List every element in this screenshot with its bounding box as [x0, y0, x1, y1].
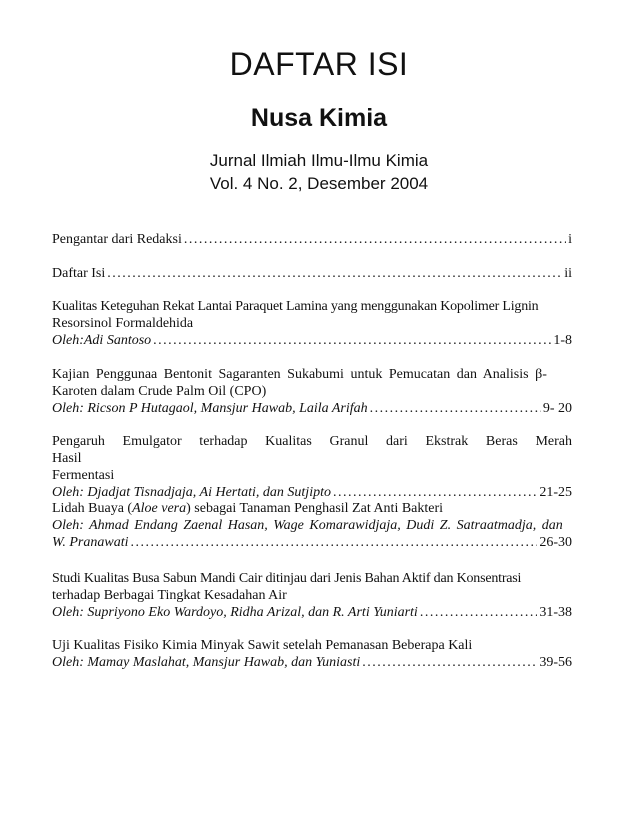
- article-title-line: Kualitas Keteguhan Rekat Lantai Paraquet Lamina yang menggunakan Kopolimer Lignin: [52, 299, 539, 314]
- article-title-line: Resorsinol Formaldehida: [52, 316, 194, 331]
- article-pages: 39-56: [539, 655, 572, 670]
- article-pages: 31-38: [539, 605, 572, 620]
- article-title-line: Studi Kualitas Busa Sabun Mandi Cair ditinjau dari Jenis Bahan Aktif dan Konsentrasi: [52, 571, 522, 586]
- toc-article-4: [52, 500, 572, 551]
- article-title-line: Kajian Penggunaa Bentonit Sagaranten Sukabumi untuk Pemucatan dan Analisis β-: [52, 367, 547, 382]
- dot-leader: [420, 604, 538, 621]
- toc-entry-label: Pengantar dari Redaksi: [52, 232, 182, 247]
- toc-article-5: [52, 570, 572, 621]
- dot-leader: [333, 484, 537, 501]
- article-title-suffix: ) sebagai Tanaman Penghasil Zat Anti Bakteri: [186, 501, 444, 516]
- dot-leader: [153, 332, 551, 349]
- dot-leader: [362, 654, 537, 671]
- article-authors: Oleh: Ricson P Hutagaol, Mansjur Hawab, Laila Arifah: [52, 401, 368, 416]
- toc-page-number: ii: [564, 266, 572, 281]
- journal-name: Nusa Kimia: [250, 104, 388, 132]
- article-title-line: Pengaruh Emulgator terhadap Kualitas Granul dari Ekstrak Beras Merah Hasil: [52, 434, 572, 466]
- article-authors: Oleh: Ahmad Endang Zaenal Hasan, Wage Komarawidjaja, Dudi Z. Satraatmadja, dan: [52, 518, 563, 533]
- article-pages: 21-25: [539, 485, 572, 500]
- toc-article-2: [52, 366, 572, 417]
- journal-volume: Vol. 4 No. 2, Desember 2004: [209, 174, 429, 193]
- article-authors-continued: W. Pranawati: [52, 535, 129, 550]
- article-title-line: Uji Kualitas Fisiko Kimia Minyak Sawit setelah Pemanasan Beberapa Kali: [52, 638, 473, 653]
- journal-subtitle: Jurnal Ilmiah Ilmu-Ilmu Kimia: [209, 151, 429, 170]
- article-title-line: Fermentasi: [52, 468, 115, 483]
- dot-leader: [184, 231, 566, 248]
- toc-article-3: [52, 433, 572, 501]
- toc-entry-contents: [52, 265, 572, 282]
- toc-entry-preface: [52, 231, 572, 248]
- article-authors: Oleh:Adi Santoso: [52, 333, 152, 348]
- dot-leader: [131, 534, 538, 551]
- article-authors: Oleh: Djadjat Tisnadjaja, Ai Hertati, dan Sutjipto: [52, 485, 331, 500]
- dot-leader: [370, 400, 541, 417]
- species-name: Aloe vera: [132, 501, 187, 516]
- article-pages: 26-30: [539, 535, 572, 550]
- article-pages: 9- 20: [542, 401, 572, 416]
- article-title-line: terhadap Berbagai Tingkat Kesadahan Air: [52, 588, 287, 603]
- dot-leader: [107, 265, 562, 282]
- toc-entry-label: Daftar Isi: [52, 266, 106, 281]
- article-authors: Oleh: Supriyono Eko Wardoyo, Ridha Arizal, dan R. Arti Yuniarti: [52, 605, 418, 620]
- article-title-prefix: Lidah Buaya (: [52, 501, 133, 516]
- toc-article-1: [52, 298, 572, 349]
- article-pages: 1-8: [553, 333, 572, 348]
- toc-article-6: [52, 637, 572, 671]
- article-title-line: Karoten dalam Crude Palm Oil (CPO): [52, 384, 267, 399]
- toc-page-number: i: [568, 232, 572, 247]
- article-authors: Oleh: Mamay Maslahat, Mansjur Hawab, dan Yuniasti: [52, 655, 361, 670]
- article-title-line: [52, 500, 572, 517]
- page-title: DAFTAR ISI: [229, 46, 409, 82]
